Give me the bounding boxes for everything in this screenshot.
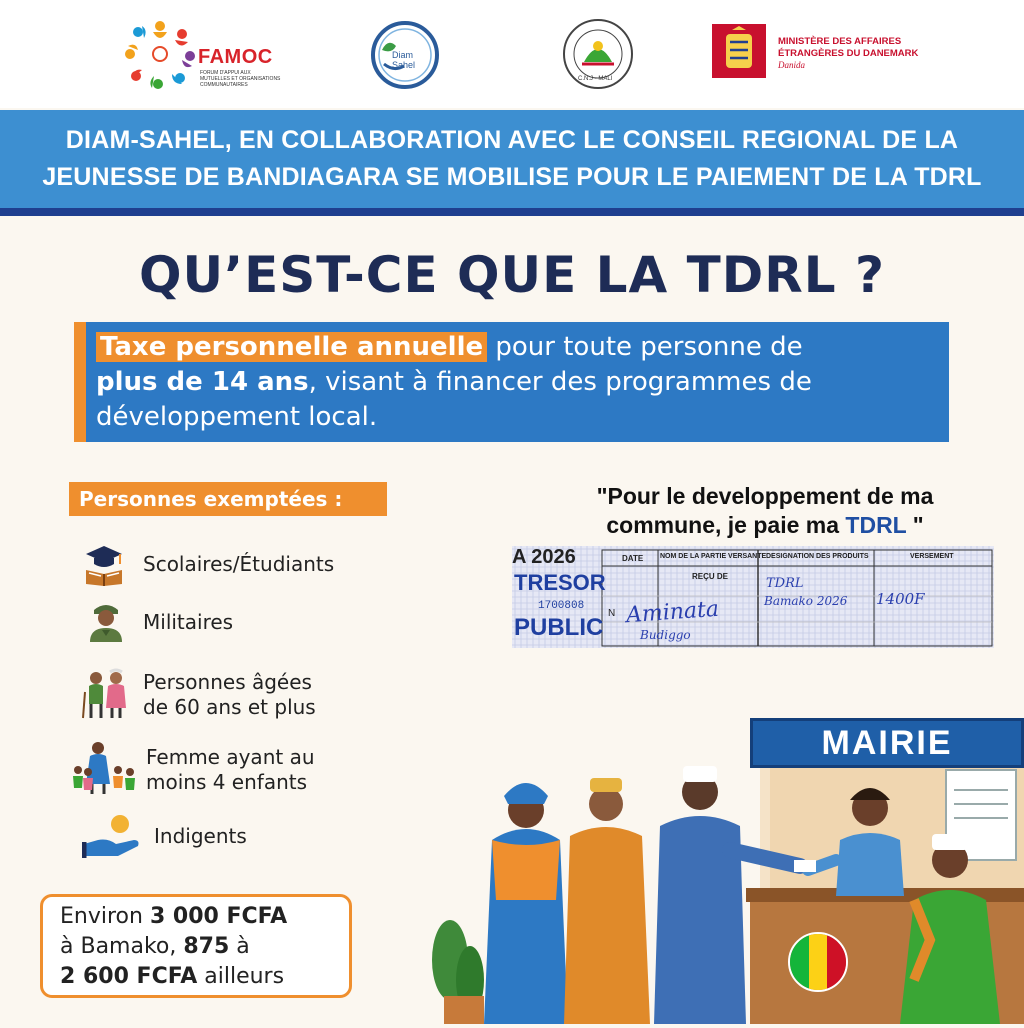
price-line1a: Environ (60, 904, 150, 929)
famoc-people-icon (122, 18, 198, 90)
exempt-item-line2: de 60 ans et plus (143, 695, 316, 719)
receipt-col-date: DATE (622, 554, 644, 563)
mairie-scene (430, 700, 1024, 1024)
famoc-logo (122, 18, 282, 90)
definition-part2: , visant à financer des programmes de (308, 367, 812, 397)
quote-tdrl: TDRL (845, 512, 907, 538)
receipt-hand-prod1: TDRL (766, 576, 804, 591)
definition-part3: développement local. (96, 402, 378, 432)
denmark-ministry-logo (712, 24, 942, 80)
receipt-number: 1700808 (538, 600, 585, 612)
famoc-name: FAMOC (198, 46, 273, 68)
header-title-line1: DIAM-SAHEL, EN COLLABORATION AVEC LE CONSEIL REGIONAL DE LA (65, 126, 959, 154)
receipt-stamp-tresor: TRESOR (514, 570, 606, 595)
elderly-couple-icon (80, 668, 132, 720)
receipt-stamp-public: PUBLIC (514, 614, 604, 641)
denmark-danida: Danida (778, 60, 805, 70)
exempt-item-line2: moins 4 enfants (146, 770, 308, 794)
receipt-hand-prod2: Bamako 2026 (764, 594, 848, 608)
exempt-item-line1: Scolaires/Étudiants (143, 552, 335, 576)
price-line3b: ailleurs (197, 964, 285, 989)
definition-accent (74, 322, 86, 442)
receipt-hand-amount: 1400F (876, 590, 925, 608)
mairie-sign-text: MAIRIE (821, 724, 953, 762)
definition-bold-age: plus de 14 ans (96, 367, 309, 397)
exempt-item-military (143, 610, 233, 635)
header-title-line2: JEUNESSE DE BANDIAGARA SE MOBILISE POUR LE PAIEMENT DE LA TDRL (42, 163, 982, 191)
receipt-col-versement: VERSEMENT (910, 553, 954, 560)
header-title (0, 122, 1024, 196)
quote-line2c: " (906, 512, 924, 538)
famoc-tagline: FORUM D'APPUI AUX MUTUELLES ET ORGANISATIONS COMMUNAUTAIRES (200, 70, 281, 88)
quote-line2a: commune, je paie ma (606, 512, 846, 538)
receipt-hand-name2: Budiggo (640, 628, 691, 642)
receipt-row-mark: N (608, 608, 616, 619)
cnj-logo (560, 16, 636, 92)
exempt-item-students (143, 552, 334, 577)
main-question: QU’EST-CE QUE LA TDRL ? (138, 246, 886, 304)
diam-name-line2: Sahel (392, 60, 416, 70)
hand-coin-icon (82, 814, 144, 860)
mother-children-icon (70, 740, 136, 796)
receipt-col-designation: DESIGNATION DES PRODUITS (766, 553, 869, 560)
quote-line1: "Pour le developpement de ma (596, 483, 934, 509)
danish-coat-of-arms-icon (712, 24, 766, 78)
exempt-item-line1: Personnes âgées (143, 670, 312, 694)
definition-highlight: Taxe personnelle annuelle (96, 332, 487, 362)
denmark-line1: MINISTÈRE DES AFFAIRES (778, 36, 902, 47)
receipt-year: A 2026 (512, 546, 576, 568)
header-band-border (0, 208, 1024, 216)
price-line1b: 3 000 FCFA (149, 904, 288, 929)
graduation-cap-book-icon (80, 540, 128, 588)
cnj-abbr: C.N.J - MALI (578, 76, 613, 82)
price-text (60, 902, 350, 992)
price-line2b: 875 (183, 934, 230, 959)
denmark-line2: ÉTRANGÈRES DU DANEMARK (778, 48, 919, 59)
diam-name-line1: Diam (392, 50, 414, 60)
quote (540, 482, 990, 540)
definition-text (96, 330, 936, 435)
price-line3a: 2 600 FCFA (60, 964, 198, 989)
exempt-item-indigents (154, 824, 247, 849)
exempt-item-line1: Militaires (143, 610, 234, 634)
tax-receipt (512, 546, 994, 648)
exempt-item-line1: Femme ayant au (146, 745, 315, 769)
soldier-icon (84, 598, 128, 642)
receipt-col-recu: REÇU DE (692, 572, 729, 581)
receipt-col-partie: NOM DE LA PARTIE VERSANTE (660, 553, 767, 560)
exempt-item-mothers (146, 745, 315, 795)
diam-sahel-logo (370, 20, 440, 90)
exempt-label: Personnes exemptées : (69, 482, 387, 516)
price-line2c: à (229, 934, 250, 959)
mali-flag-icon (788, 932, 848, 992)
exempt-item-line1: Indigents (154, 824, 247, 848)
price-line2a: à Bamako, (60, 934, 184, 959)
exempt-item-elderly (143, 670, 316, 720)
receipt-hand-name1: Aminata (625, 596, 720, 629)
definition-part1: pour toute personne de (487, 332, 803, 362)
